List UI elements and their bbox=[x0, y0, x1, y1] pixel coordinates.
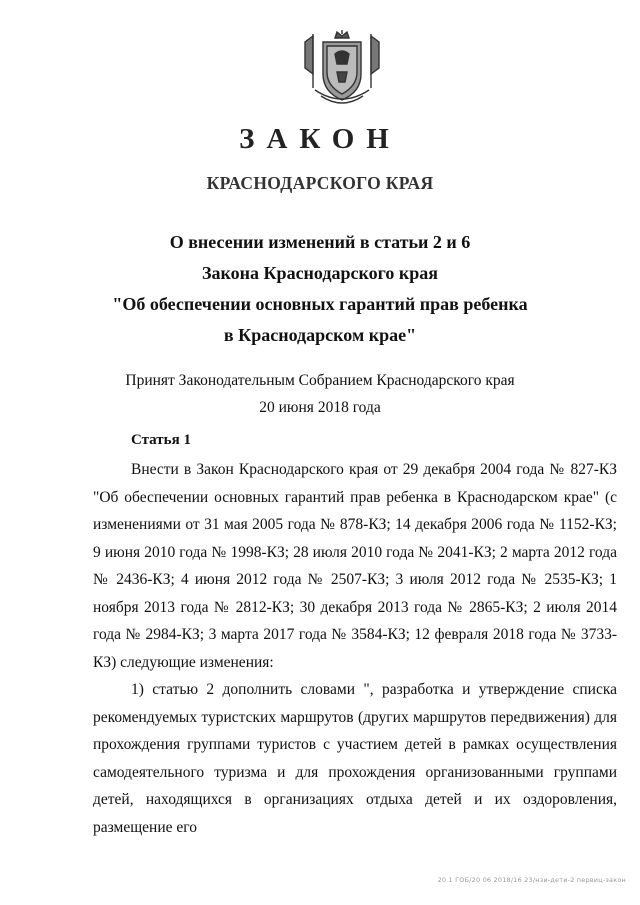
title-line: "Об обеспечении основных гарантий прав ребенка bbox=[112, 294, 528, 314]
document-footer-code: 20 1 ГОБ/20 06 2018/16 23/нзи-дети-2 первиц-закон bbox=[437, 876, 626, 884]
title-line: в Краснодарском крае" bbox=[223, 325, 417, 345]
law-heading: ЗАКОН bbox=[239, 123, 401, 155]
law-title bbox=[0, 227, 640, 351]
article-paragraph: Внести в Закон Краснодарского края от 29 декабря 2004 года № 827-КЗ "Об обеспечении основных гарантий прав ребенка в Краснодарском крае" (с изменениями от 31 мая 2005 года № 878-КЗ; 14 декабря 2006 года № 1152-КЗ; 9 июня 2010 года № 1998-КЗ; 28 июля 2010 года № 2041-КЗ; 2 марта 2012 года № 2436-КЗ; 4 июня 2012 года № 2507-КЗ; 3 июля 2012 года № 2535-КЗ; 1 ноября 2013 года № 2812-КЗ; 30 декабря 2013 года № 2865-КЗ; 2 июля 2014 года № 2984-КЗ; 3 марта 2017 года № 3584-КЗ; 12 февраля 2018 года № 3733-КЗ) следующие изменения: bbox=[93, 461, 617, 671]
region-heading: КРАСНОДАРСКОГО КРАЯ bbox=[206, 173, 434, 193]
article-paragraph: 1) статью 2 дополнить словами ", разработка и утверждение списка рекомендуемых туристских маршрутов (других маршрутов передвижения) для прохождения группами туристов с участием детей в рамках осуществления самодеятельного туризма и для прохождения организованными группами детей, находящихся в организациях отдыха детей и их оздоровления, размещение его bbox=[93, 681, 617, 836]
article-heading: Статья 1 bbox=[131, 432, 191, 448]
title-line: О внесении изменений в статьи 2 и 6 bbox=[169, 232, 471, 252]
adoption-date: 20 июня 2018 года bbox=[259, 399, 381, 416]
adoption-line: Принят Законодательным Собранием Краснодарского края bbox=[125, 372, 515, 389]
coat-of-arms-emblem bbox=[299, 28, 385, 108]
article-body bbox=[93, 456, 617, 841]
adoption-note bbox=[0, 367, 640, 421]
title-line: Закона Краснодарского края bbox=[202, 263, 438, 283]
